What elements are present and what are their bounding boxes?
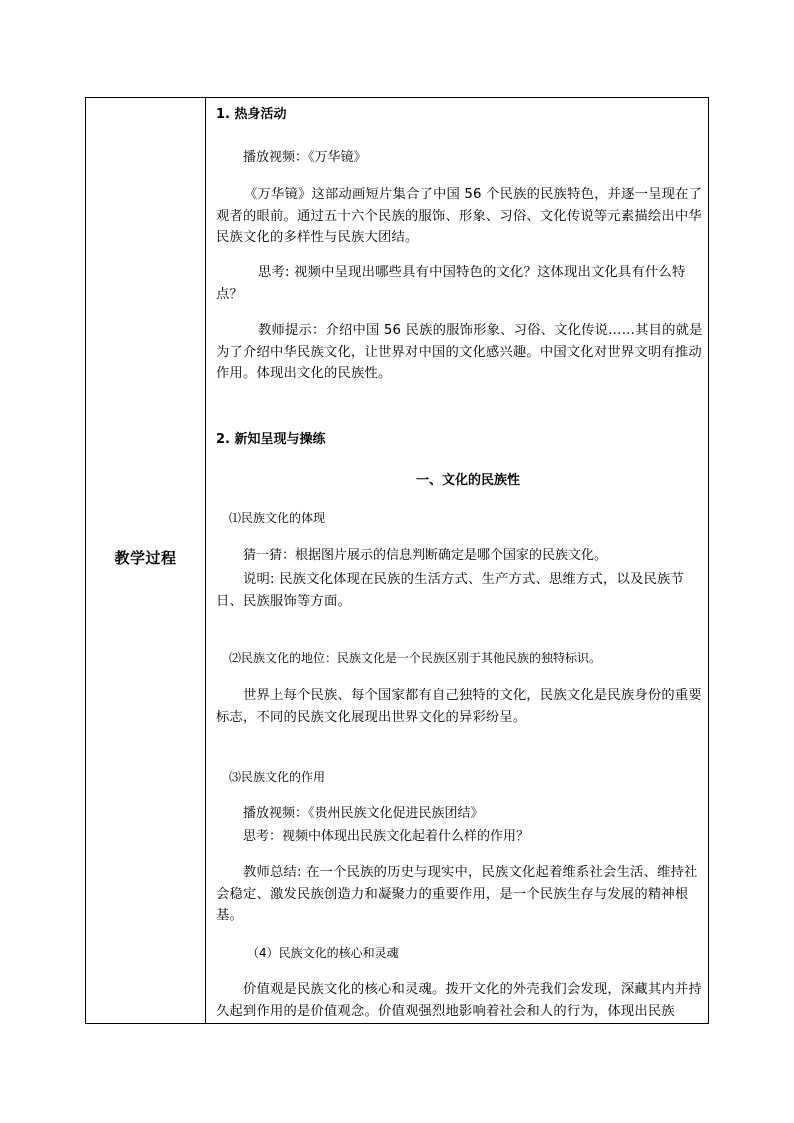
point-2-text: 世界上每个民族、每个国家都有自己独特的文化，民族文化是民族身份的重要标志，不同的民族文化展现出世界文化的异彩纷呈。 (216, 688, 702, 725)
warmup-video: 播放视频：《万华镜》 (243, 150, 367, 165)
guess-prompt: 猜一猜：根据图片展示的信息判断确定是哪个国家的民族文化。 (243, 548, 608, 563)
topic-heading: 一、文化的民族性 (416, 473, 521, 488)
point-4-text: 价值观是民族文化的核心和灵魂。拨开文化的外壳我们会发现，深藏其内并持久起到作用的是价值观念。价值观强烈地影响着社会和人的行为，体现出民族 (216, 982, 702, 1019)
warmup-intro: 《万华镜》这部动画短片集合了中国 56 个民族的民族特色，并逐一呈现在了观者的眼前。通过五十六个民族的服饰、形象、习俗、文化传说等元素描绘出中华民族文化的多样性与民族大团结。 (216, 187, 703, 246)
point-4-title: （4）民族文化的核心和灵魂 (247, 946, 399, 960)
think-2: 思考：视频中体现出民族文化起着什么样的作用？ (243, 829, 530, 844)
point-1-title: ⑴民族文化的体现 (229, 511, 326, 525)
row-label: 教学过程 (114, 549, 177, 567)
section-1-heading: 1. 热身活动 (216, 107, 287, 122)
point-2-title: ⑵民族文化的地位：民族文化是一个民族区别于其他民族的独特标识。 (229, 651, 602, 665)
warmup-think: 思考: 视频中呈现出哪些具有中国特色的文化？这体现出文化具有什么特点？ (216, 265, 686, 302)
explanation: 说明: 民族文化体现在民族的生活方式、生产方式、思维方式，以及民族节日、民族服饰等方面。 (216, 572, 685, 609)
lesson-table (85, 97, 709, 1024)
video-2: 播放视频：《贵州民族文化促进民族团结》 (243, 806, 484, 821)
column-divider (205, 98, 206, 1023)
point-3-title: ⑶民族文化的作用 (229, 770, 326, 784)
teacher-hint: 教师提示：介绍中国 56 民族的服饰形象、习俗、文化传说……其目的就是为了介绍中华民族文化，让世界对中国的文化感兴趣。中国文化对世界文明有推动作用。体现出文化的民族性。 (216, 323, 703, 382)
teacher-summary: 教师总结: 在一个民族的历史与现实中，民族文化起着维系社会生活、维持社会稳定、激发民族创造力和凝聚力的重要作用，是一个民族生存与发展的精神根基。 (216, 865, 698, 924)
section-2-heading: 2. 新知呈现与操练 (216, 432, 326, 447)
